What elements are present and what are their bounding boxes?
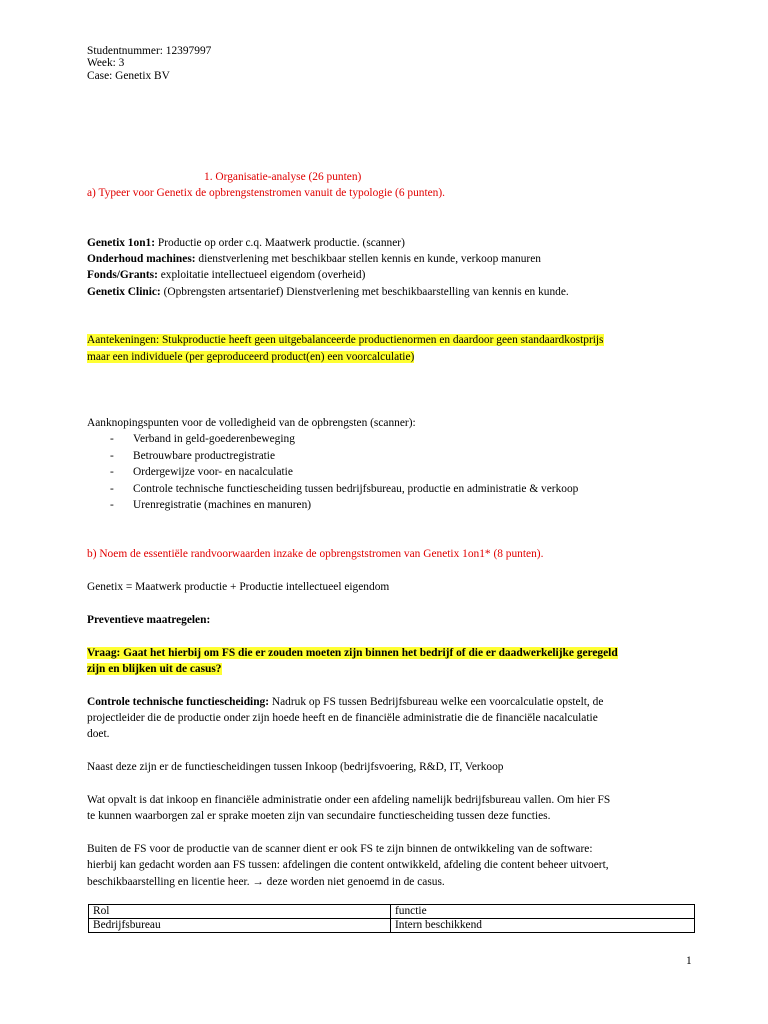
page-number: 1 [686, 955, 692, 967]
controle-line-1: Controle technische functiescheiding: Nadruk op FS tussen Bedrijfsbureau welke een voorcalculatie opstelt, de [87, 696, 604, 708]
note-line-2 [87, 350, 414, 364]
controle-line-2: projectleider die de productie onder zijn hoede heeft en de financiële administratie die de financiële nacalculatie [87, 712, 598, 724]
student-number: Studentnummer: 12397997 [87, 45, 212, 57]
table-header-row [89, 905, 695, 919]
list-dash: - [110, 482, 114, 495]
stream-fonds [87, 268, 365, 282]
stream-label: Genetix 1on1: [87, 237, 156, 249]
stream-text: Productie op order c.q. Maatwerk productie. (scanner) [155, 237, 405, 249]
preventive-heading: Preventieve maatregelen: [87, 614, 211, 626]
stream-onderhoud [87, 252, 541, 266]
section-title: 1. Organisatie-analyse (26 punten) [204, 171, 362, 183]
buiten-line-2: hierbij kan gedacht worden aan FS tussen: afdelingen die content ontwikkeld, afdeling die content beheer uitvoert, [87, 859, 609, 871]
opvalt-line-1: Wat opvalt is dat inkoop en financiële administratie onder een afdeling namelijk bedrijfsbureau vallen. Om hier FS [87, 794, 611, 806]
stream-clinic [87, 285, 569, 299]
list-dash: - [110, 466, 114, 479]
stream-genetix-1on1 [87, 236, 405, 250]
list-item: - Urenregistratie (machines en manuren) [110, 499, 312, 512]
stream-label: Fonds/Grants: [87, 269, 158, 281]
question-a: a) Typeer voor Genetix de opbrengstenstromen vanuit de typologie (6 punten). [87, 187, 446, 199]
week-label: Week: 3 [87, 57, 125, 69]
buiten-line-1: Buiten de FS voor de productie van de scanner dient er ook FS te zijn binnen de ontwikkeling van de software: [87, 843, 593, 855]
stream-text: exploitatie intellectueel eigendom (overheid) [157, 269, 366, 281]
list-item: - Ordergewijze voor- en nacalculatie [110, 466, 293, 479]
arrow-right-icon: → [252, 876, 264, 888]
aanknoping-intro: Aanknopingspunten voor de volledigheid van de opbrengsten (scanner): [87, 417, 416, 429]
case-label: Case: Genetix BV [87, 70, 170, 82]
table-row [89, 919, 695, 933]
stream-label: Onderhoud machines: [87, 253, 196, 265]
highlighted-text: maar een individuele (per geproduceerd product(en) een voorcalculatie) [87, 351, 415, 363]
stream-text: dienstverlening met beschikbaar stellen kennis en kunde, verkoop manuren [195, 253, 541, 265]
aanknoping-list [110, 432, 578, 515]
table-header-cell: functie [391, 905, 695, 919]
vraag-line-1 [87, 646, 618, 660]
list-dash: - [110, 433, 114, 445]
buiten-line-3: beschikbaarstelling en licentie heer. → deze worden niet genoemd in de casus. [87, 876, 445, 888]
roles-table [88, 904, 695, 933]
table-cell: Bedrijfsbureau [89, 919, 391, 933]
naast-paragraph: Naast deze zijn er de functiescheidingen tussen Inkoop (bedrijfsvoering, R&D, IT, Verkoop [87, 761, 504, 773]
controle-label: Controle technische functiescheiding: [87, 696, 270, 708]
list-dash: - [110, 499, 114, 512]
question-b: b) Noem de essentiële randvoorwaarden inzake de opbrengststromen van Genetix 1on1* (8 punten). [87, 548, 544, 560]
list-item: - Betrouwbare productregistratie [110, 449, 276, 462]
vraag-line-2 [87, 662, 222, 676]
genetix-equation: Genetix = Maatwerk productie + Productie intellectueel eigendom [87, 581, 390, 593]
table-header-cell: Rol [89, 905, 391, 919]
stream-text: (Opbrengsten artsentarief) Dienstverlening met beschikbaarstelling van kennis en kunde. [160, 286, 569, 298]
highlighted-text: zijn en blijken uit de casus? [87, 663, 222, 675]
stream-label: Genetix Clinic: [87, 286, 161, 298]
table-cell: Intern beschikkend [391, 919, 695, 933]
highlighted-text: Vraag: Gaat het hierbij om FS die er zouden moeten zijn binnen het bedrijf of die er daadwerkelijke geregeld [87, 647, 618, 659]
opvalt-line-2: te kunnen waarborgen zal er sprake moeten zijn van secundaire functiescheiding tussen deze functies. [87, 810, 551, 822]
list-item: - Controle technische functiescheiding tussen bedrijfsbureau, productie en administratie & verkoop [110, 482, 579, 495]
note-line-1 [87, 333, 604, 347]
highlighted-text: Aantekeningen: Stukproductie heeft geen uitgebalanceerde productienormen en daardoor geen standaardkostprijs [87, 334, 604, 346]
list-item: - Verband in geld-goederenbeweging [110, 433, 295, 445]
controle-line-3: doet. [87, 728, 110, 740]
list-dash: - [110, 449, 114, 462]
